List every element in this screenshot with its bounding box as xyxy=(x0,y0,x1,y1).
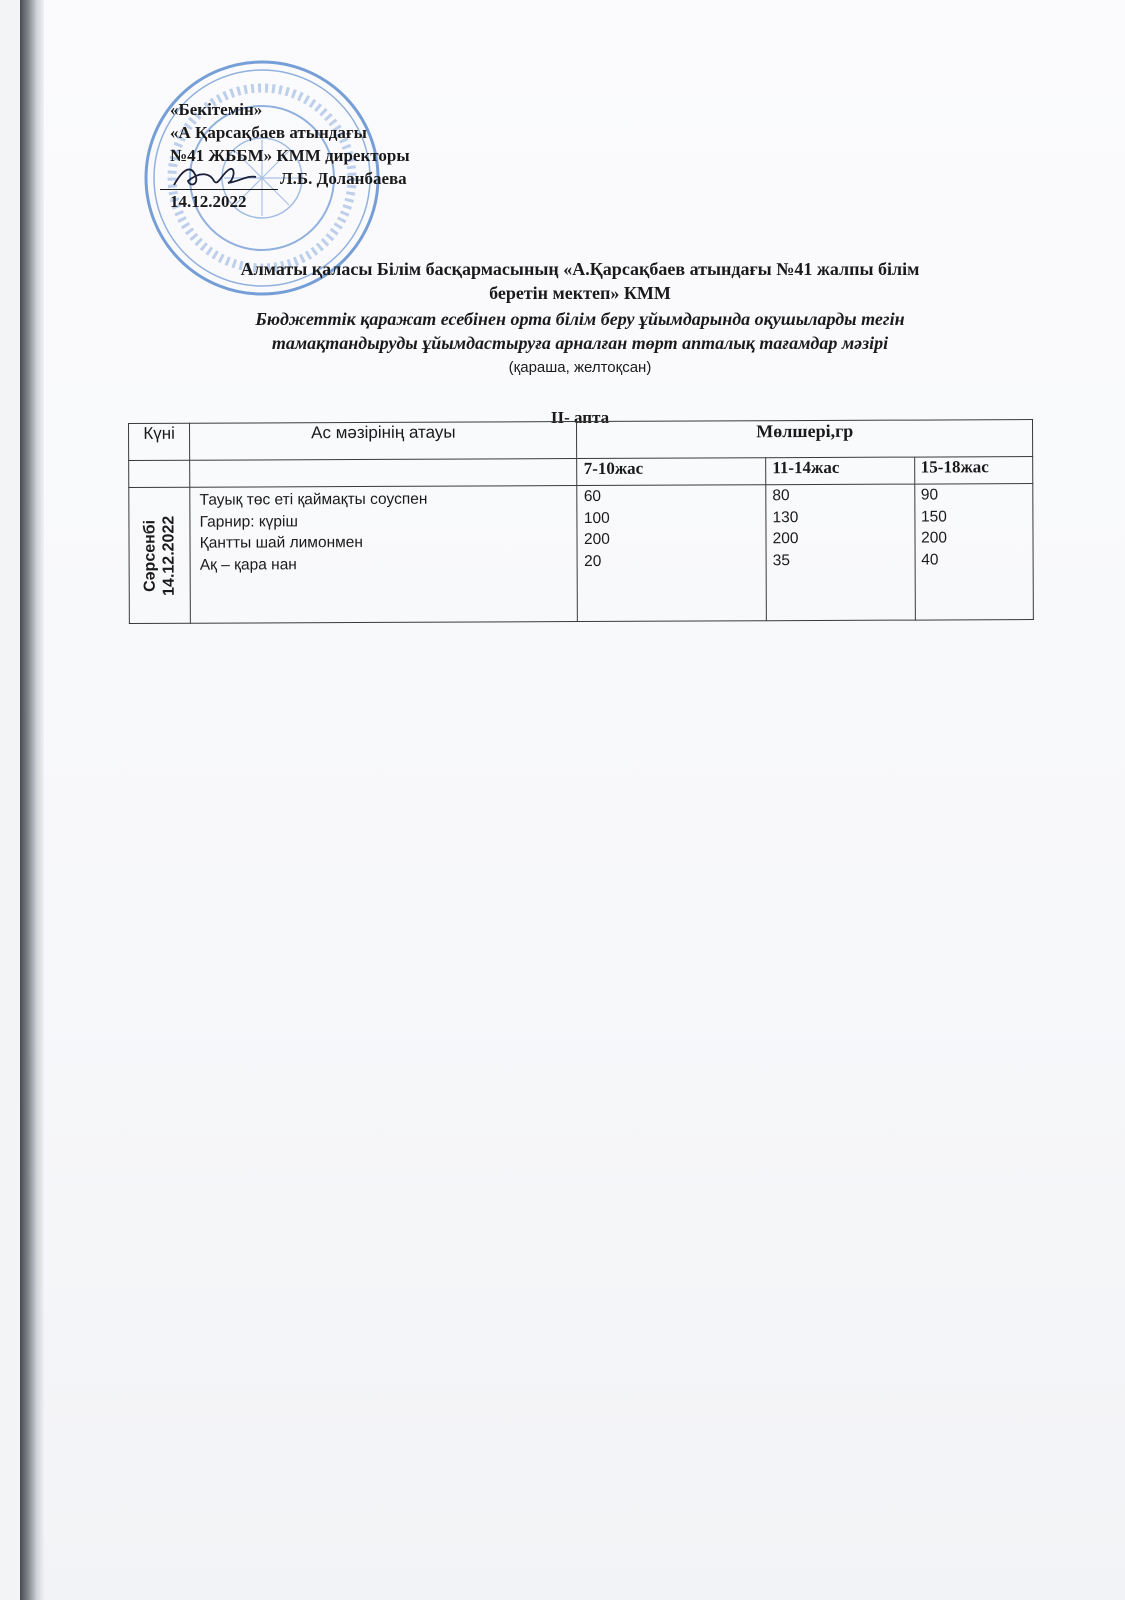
day-date: 14.12.2022 xyxy=(160,515,178,596)
dish-item: Гарнир: күріш xyxy=(199,512,298,531)
amount-value: 200 xyxy=(772,530,799,548)
approval-signature-row xyxy=(160,167,410,190)
header-age-7-10: 7-10жас xyxy=(577,458,766,486)
amounts-age-11-14 xyxy=(766,484,915,621)
subheader-empty-name xyxy=(190,459,577,488)
header-menu-name: Ас мәзірінің атауы xyxy=(190,422,577,461)
day-name: Сәрсенбі xyxy=(141,519,159,592)
amount-value: 40 xyxy=(921,550,939,569)
approval-heading: «Бекітемін» xyxy=(170,100,263,119)
header-age-11-14: 11-14жас xyxy=(766,457,915,485)
director-name: Л.Б. Доланбаева xyxy=(280,169,407,188)
amount-value: 20 xyxy=(584,552,602,570)
approval-position: №41 ЖББМ» КММ директоры xyxy=(170,146,410,165)
approval-date: 14.12.2022 xyxy=(170,192,247,211)
dish-item: Тауық төс еті қаймақты соуспен xyxy=(199,490,428,509)
signature-line xyxy=(160,169,278,190)
header-age-15-18: 15-18жас xyxy=(914,457,1033,485)
dish-item: Қантты шай лимонмен xyxy=(199,533,363,552)
amount-value: 80 xyxy=(772,487,790,505)
amount-value: 200 xyxy=(583,530,610,549)
amount-value: 90 xyxy=(920,486,939,504)
approval-block xyxy=(170,98,410,213)
approval-school: «А Қарсақбаев атындағы xyxy=(170,123,367,142)
header-day: Күні xyxy=(129,423,190,460)
table-header-row xyxy=(129,420,1033,461)
amounts-age-7-10 xyxy=(577,485,766,622)
amount-value: 130 xyxy=(772,508,799,526)
document-page xyxy=(20,0,1125,1600)
amount-value: 35 xyxy=(772,551,790,569)
amount-value: 100 xyxy=(583,509,610,527)
subheader-empty-day xyxy=(129,460,190,487)
day-label xyxy=(140,515,178,595)
table-subheader-row xyxy=(129,457,1033,488)
document-subtitle-line-1: Бюджеттік қаражат есебінен орта білім беру ұйымдарында оқушыларды тегін xyxy=(255,309,905,329)
dish-item: Ақ – қара нан xyxy=(199,555,297,574)
period-label: (қараша, желтоқсан) xyxy=(508,359,652,376)
amounts-age-15-18 xyxy=(914,484,1033,621)
amount-value: 150 xyxy=(920,507,947,526)
amount-value: 60 xyxy=(583,487,602,506)
table-row xyxy=(129,484,1034,624)
amount-value: 200 xyxy=(921,529,947,547)
week-label: II- апта xyxy=(550,408,610,427)
dish-list xyxy=(190,486,578,624)
header-amount: Мөлшері,гр xyxy=(577,420,1033,459)
document-title-line-1: Алматы қаласы Білім басқармасының «А.Қарсақбаев атындағы №41 жалпы білім xyxy=(240,259,920,279)
document-subtitle-line-2: тамақтандыруды ұйымдастыруға арналған төрт апталық тағамдар мәзірі xyxy=(271,333,889,353)
signature-icon xyxy=(170,163,260,191)
scan-edge-shadow xyxy=(20,0,44,1600)
menu-table xyxy=(128,419,1034,624)
document-title-line-2: беретін мектеп» КММ xyxy=(489,283,671,303)
day-cell xyxy=(129,487,191,623)
